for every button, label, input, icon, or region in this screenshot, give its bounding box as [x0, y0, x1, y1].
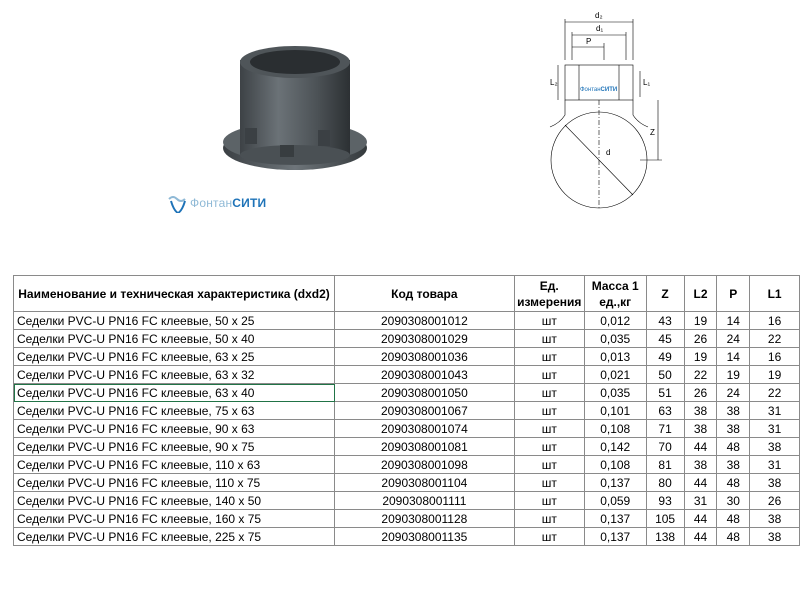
cell-l2[interactable]: 19	[684, 348, 717, 366]
cell-name[interactable]: Седелки PVC-U PN16 FC клеевые, 110 х 75	[14, 474, 335, 492]
cell-l1[interactable]: 38	[750, 438, 800, 456]
cell-l2[interactable]: 38	[684, 402, 717, 420]
brand-logo	[166, 192, 266, 214]
table-row[interactable]	[14, 348, 800, 366]
cell-name[interactable]: Седелки PVC-U PN16 FC клеевые, 50 х 25	[14, 312, 335, 330]
cell-mass[interactable]: 0,059	[584, 492, 646, 510]
cell-z[interactable]: 81	[646, 456, 684, 474]
header-mass: Масса 1 ед.,кг	[584, 276, 646, 312]
spec-table	[13, 275, 800, 546]
cell-name[interactable]: Седелки PVC-U PN16 FC клеевые, 90 х 75	[14, 438, 335, 456]
cell-mass[interactable]: 0,035	[584, 330, 646, 348]
cell-code[interactable]: 2090308001067	[335, 402, 515, 420]
cell-l1[interactable]: 16	[750, 348, 800, 366]
cell-code[interactable]: 2090308001098	[335, 456, 515, 474]
table-row[interactable]	[14, 330, 800, 348]
cell-p[interactable]: 48	[717, 528, 750, 546]
cell-unit[interactable]: шт	[514, 528, 584, 546]
cell-name[interactable]: Седелки PVC-U PN16 FC клеевые, 63 х 40	[14, 384, 335, 402]
cell-mass[interactable]: 0,101	[584, 402, 646, 420]
cell-unit[interactable]: шт	[514, 366, 584, 384]
cell-l2[interactable]: 44	[684, 438, 717, 456]
table-row[interactable]	[14, 366, 800, 384]
cell-code[interactable]: 2090308001012	[335, 312, 515, 330]
cell-unit[interactable]: шт	[514, 312, 584, 330]
cell-z[interactable]: 49	[646, 348, 684, 366]
cell-code[interactable]: 2090308001104	[335, 474, 515, 492]
label-l2: L₂	[550, 78, 558, 87]
cell-mass[interactable]: 0,035	[584, 384, 646, 402]
cell-unit[interactable]: шт	[514, 492, 584, 510]
cell-mass[interactable]: 0,012	[584, 312, 646, 330]
cell-p[interactable]: 38	[717, 420, 750, 438]
cell-z[interactable]: 63	[646, 402, 684, 420]
label-z: Z	[650, 128, 655, 137]
table-row[interactable]	[14, 420, 800, 438]
cell-l2[interactable]: 26	[684, 330, 717, 348]
cell-p[interactable]: 14	[717, 312, 750, 330]
cell-l2[interactable]: 44	[684, 474, 717, 492]
header-p: P	[717, 276, 750, 312]
cell-z[interactable]: 71	[646, 420, 684, 438]
logo-text: ФонтанСИТИ	[190, 196, 267, 210]
cell-unit[interactable]: шт	[514, 348, 584, 366]
cell-l1[interactable]: 26	[750, 492, 800, 510]
table-row[interactable]	[14, 402, 800, 420]
header-z: Z	[646, 276, 684, 312]
table-row[interactable]	[14, 528, 800, 546]
cell-name[interactable]: Седелки PVC-U PN16 FC клеевые, 75 х 63	[14, 402, 335, 420]
label-d1: d₁	[596, 24, 604, 33]
label-d2: d₂	[595, 11, 603, 20]
drawing-logo: ФонтанСИТИ	[580, 87, 618, 93]
header-unit: Ед. измерения	[514, 276, 584, 312]
cell-l1[interactable]: 22	[750, 384, 800, 402]
table-row[interactable]	[14, 510, 800, 528]
cell-z[interactable]: 43	[646, 312, 684, 330]
cell-l1[interactable]: 31	[750, 456, 800, 474]
cell-p[interactable]: 48	[717, 474, 750, 492]
cell-mass[interactable]: 0,013	[584, 348, 646, 366]
cell-mass[interactable]: 0,108	[584, 456, 646, 474]
cell-code[interactable]: 2090308001128	[335, 510, 515, 528]
cell-code[interactable]: 2090308001036	[335, 348, 515, 366]
table-row[interactable]	[14, 438, 800, 456]
header-name: Наименование и техническая характеристика (dxd2)	[14, 276, 335, 312]
cell-l2[interactable]: 19	[684, 312, 717, 330]
cell-mass[interactable]: 0,108	[584, 420, 646, 438]
cell-l1[interactable]: 22	[750, 330, 800, 348]
cell-mass[interactable]: 0,137	[584, 474, 646, 492]
cell-p[interactable]: 38	[717, 402, 750, 420]
cell-p[interactable]: 19	[717, 366, 750, 384]
product-photo	[150, 20, 390, 220]
cell-l1[interactable]: 31	[750, 402, 800, 420]
cell-code[interactable]: 2090308001043	[335, 366, 515, 384]
cell-l2[interactable]: 44	[684, 528, 717, 546]
cell-unit[interactable]: шт	[514, 420, 584, 438]
cell-p[interactable]: 48	[717, 510, 750, 528]
cell-l2[interactable]: 44	[684, 510, 717, 528]
cell-mass[interactable]: 0,137	[584, 528, 646, 546]
cell-unit[interactable]: шт	[514, 402, 584, 420]
header-l2: L2	[684, 276, 717, 312]
table-row[interactable]	[14, 456, 800, 474]
cell-unit[interactable]: шт	[514, 384, 584, 402]
table-header-row	[14, 276, 800, 312]
cell-unit[interactable]: шт	[514, 330, 584, 348]
cell-l1[interactable]: 31	[750, 420, 800, 438]
cell-p[interactable]: 38	[717, 456, 750, 474]
cell-unit[interactable]: шт	[514, 438, 584, 456]
table-row[interactable]	[14, 312, 800, 330]
cell-l2[interactable]: 26	[684, 384, 717, 402]
cell-z[interactable]: 105	[646, 510, 684, 528]
cell-unit[interactable]: шт	[514, 456, 584, 474]
cell-p[interactable]: 14	[717, 348, 750, 366]
cell-code[interactable]: 2090308001050	[335, 384, 515, 402]
cell-z[interactable]: 93	[646, 492, 684, 510]
cell-l2[interactable]: 22	[684, 366, 717, 384]
cell-z[interactable]: 138	[646, 528, 684, 546]
label-l1: L₁	[643, 78, 651, 87]
cell-unit[interactable]: шт	[514, 510, 584, 528]
cell-l1[interactable]: 19	[750, 366, 800, 384]
cell-name[interactable]: Седелки PVC-U PN16 FC клеевые, 140 х 50	[14, 492, 335, 510]
cell-name[interactable]: Седелки PVC-U PN16 FC клеевые, 225 х 75	[14, 528, 335, 546]
cell-code[interactable]: 2090308001081	[335, 438, 515, 456]
cell-l1[interactable]: 38	[750, 528, 800, 546]
label-d: d	[606, 148, 611, 157]
technical-drawing	[520, 5, 670, 210]
cell-mass[interactable]: 0,137	[584, 510, 646, 528]
cell-name[interactable]: Седелки PVC-U PN16 FC клеевые, 160 х 75	[14, 510, 335, 528]
cell-l2[interactable]: 38	[684, 420, 717, 438]
cell-z[interactable]: 80	[646, 474, 684, 492]
cell-l1[interactable]: 16	[750, 312, 800, 330]
cell-mass[interactable]: 0,142	[584, 438, 646, 456]
cell-p[interactable]: 30	[717, 492, 750, 510]
cell-name[interactable]: Седелки PVC-U PN16 FC клеевые, 110 х 63	[14, 456, 335, 474]
table-row[interactable]	[14, 492, 800, 510]
table-row[interactable]	[14, 384, 800, 402]
header-code: Код товара	[335, 276, 515, 312]
cell-code[interactable]: 2090308001111	[335, 492, 515, 510]
cell-code[interactable]: 2090308001074	[335, 420, 515, 438]
cell-name[interactable]: Седелки PVC-U PN16 FC клеевые, 63 х 32	[14, 366, 335, 384]
cell-name[interactable]: Седелки PVC-U PN16 FC клеевые, 63 х 25	[14, 348, 335, 366]
cell-p[interactable]: 24	[717, 384, 750, 402]
label-p: P	[586, 37, 592, 46]
cell-code[interactable]: 2090308001135	[335, 528, 515, 546]
cell-l1[interactable]: 38	[750, 510, 800, 528]
cell-name[interactable]: Седелки PVC-U PN16 FC клеевые, 90 х 63	[14, 420, 335, 438]
cell-code[interactable]: 2090308001029	[335, 330, 515, 348]
cell-p[interactable]: 48	[717, 438, 750, 456]
cell-unit[interactable]: шт	[514, 474, 584, 492]
cell-l1[interactable]: 38	[750, 474, 800, 492]
cell-mass[interactable]: 0,021	[584, 366, 646, 384]
cell-z[interactable]: 45	[646, 330, 684, 348]
cell-z[interactable]: 50	[646, 366, 684, 384]
cell-z[interactable]: 70	[646, 438, 684, 456]
cell-name[interactable]: Седелки PVC-U PN16 FC клеевые, 50 х 40	[14, 330, 335, 348]
cell-l2[interactable]: 38	[684, 456, 717, 474]
cell-p[interactable]: 24	[717, 330, 750, 348]
cell-l2[interactable]: 31	[684, 492, 717, 510]
header-l1: L1	[750, 276, 800, 312]
table-row[interactable]	[14, 474, 800, 492]
cell-z[interactable]: 51	[646, 384, 684, 402]
logo-icon	[166, 193, 190, 213]
